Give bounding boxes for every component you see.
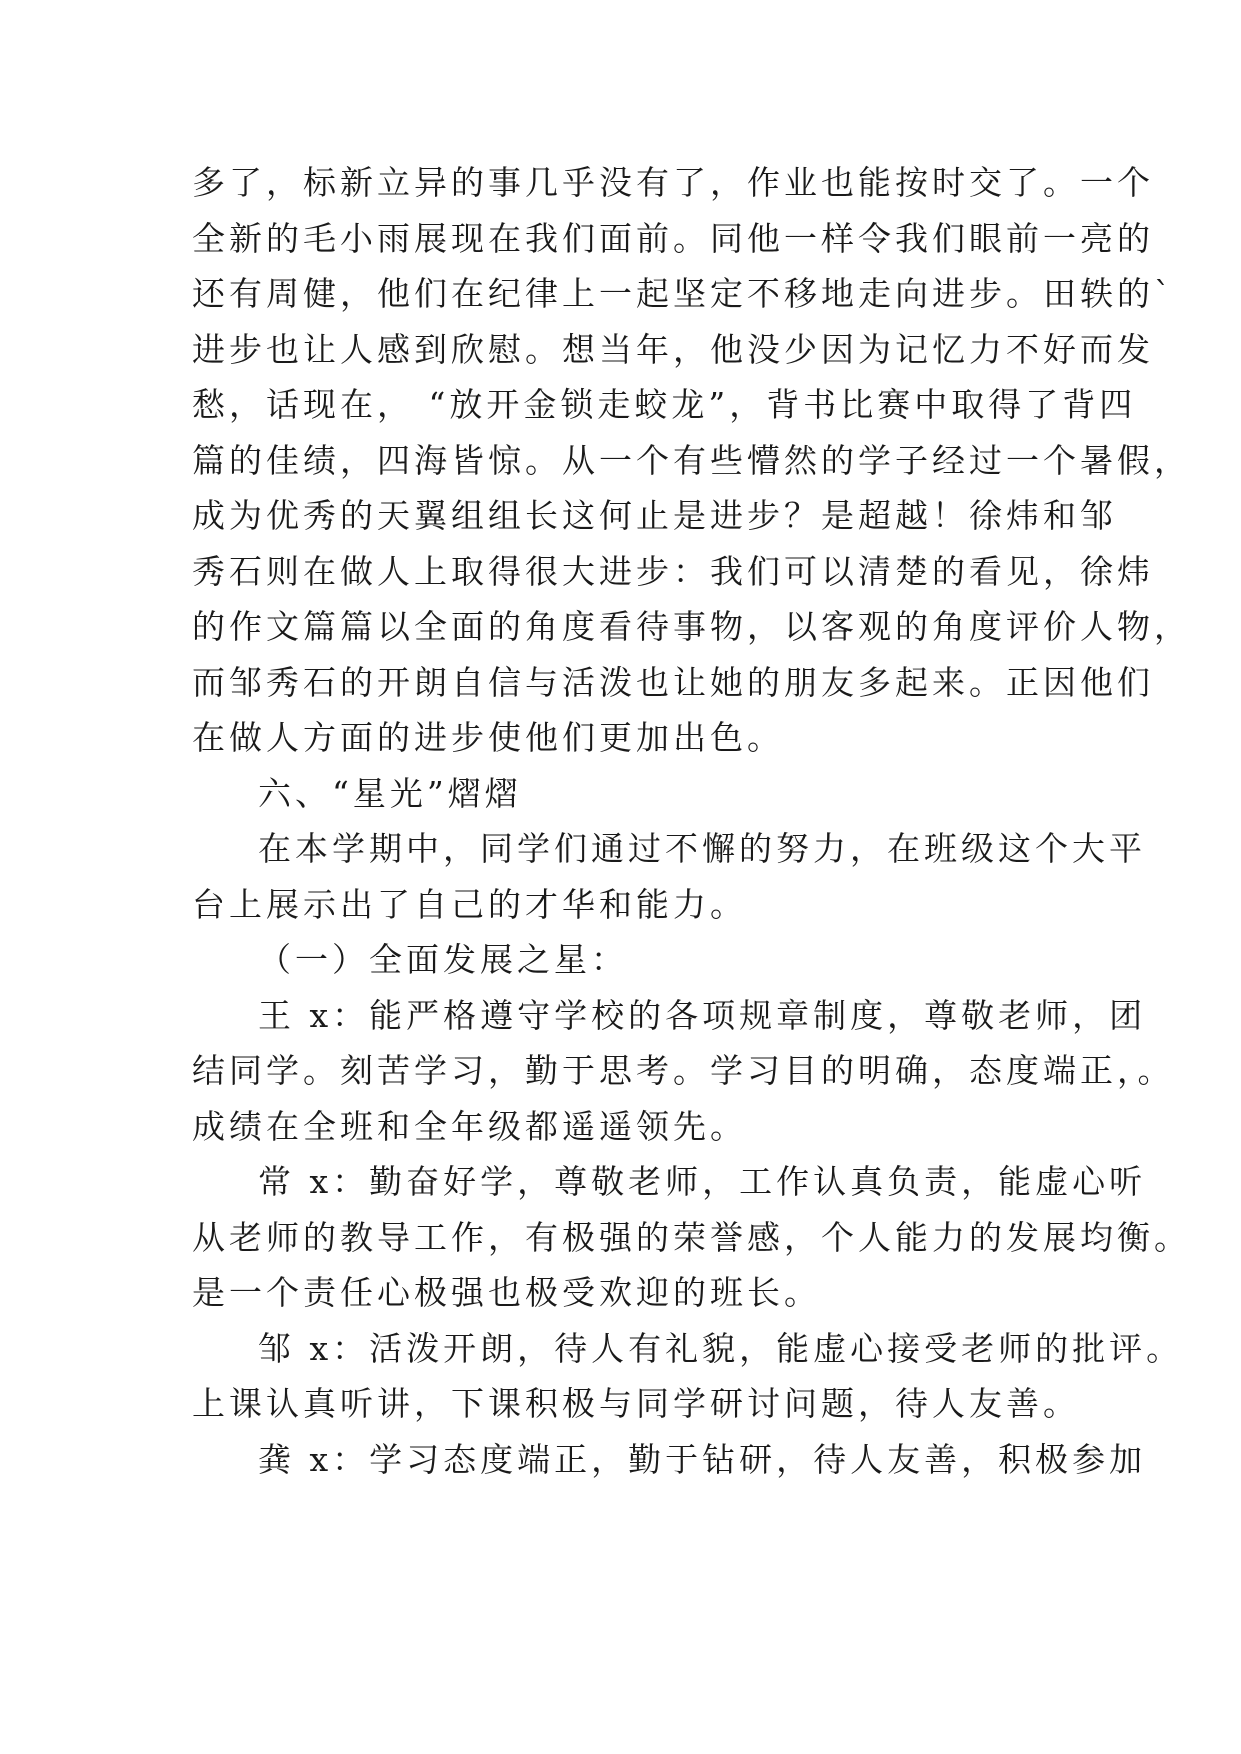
text-line: 而邹秀石的开朗自信与活泼也让她的朋友多起来。正因他们 <box>192 662 1154 702</box>
text-line: 邹 x：活泼开朗，待人有礼貌，能虚心接受老师的批评。 <box>258 1328 1184 1368</box>
text-line: 成绩在全班和全年级都遥遥领先。 <box>192 1106 747 1146</box>
text-line: 王 x：能严格遵守学校的各项规章制度，尊敬老师，团 <box>258 995 1147 1035</box>
text-line: 上课认真听讲，下课积极与同学研讨问题，待人友善。 <box>192 1384 1080 1423</box>
text-line: 六、“星光”熠熠 <box>258 773 522 813</box>
text-line: 全新的毛小雨展现在我们面前。同他一样令我们眼前一亮的 <box>192 218 1154 258</box>
text-line: 还有周健，他们在纪律上一起坚定不移地走向进步。田轶的` <box>192 274 1175 313</box>
text-line: 篇的佳绩，四海皆惊。从一个有些懵然的学子经过一个暑假， <box>192 440 1191 480</box>
text-line: 台上展示出了自己的才华和能力。 <box>192 884 747 924</box>
text-line: 的作文篇篇以全面的角度看待事物，以客观的角度评价人物， <box>192 607 1191 646</box>
text-line: 多了，标新立异的事几乎没有了，作业也能按时交了。一个 <box>192 163 1154 202</box>
text-line: 进步也让人感到欣慰。想当年，他没少因为记忆力不好而发 <box>192 329 1154 369</box>
body-text <box>192 155 1191 1487</box>
text-line: 秀石则在做人上取得很大进步：我们可以清楚的看见，徐炜 <box>192 551 1154 591</box>
text-line: 常 x：勤奋好学，尊敬老师，工作认真负责，能虚心听 <box>258 1162 1147 1201</box>
text-line: 是一个责任心极强也极受欢迎的班长。 <box>192 1273 821 1312</box>
text-line: 结同学。刻苦学习，勤于思考。学习目的明确，态度端正，。 <box>192 1051 1175 1090</box>
text-line: 在做人方面的进步使他们更加出色。 <box>192 718 784 757</box>
text-line: 在本学期中，同学们通过不懈的努力，在班级这个大平 <box>258 829 1146 868</box>
text-line: 愁，话现在， “放开金锁走蛟龙”，背书比赛中取得了背四 <box>192 385 1137 424</box>
text-line: 从老师的教导工作，有极强的荣誉感，个人能力的发展均衡。 <box>192 1217 1191 1257</box>
text-line: 龚 x：学习态度端正，勤于钻研，待人友善，积极参加 <box>258 1439 1147 1479</box>
text-line: （一）全面发展之星： <box>258 940 628 979</box>
text-line: 成为优秀的天翼组组长这何止是进步？是超越！徐炜和邹 <box>192 496 1117 535</box>
